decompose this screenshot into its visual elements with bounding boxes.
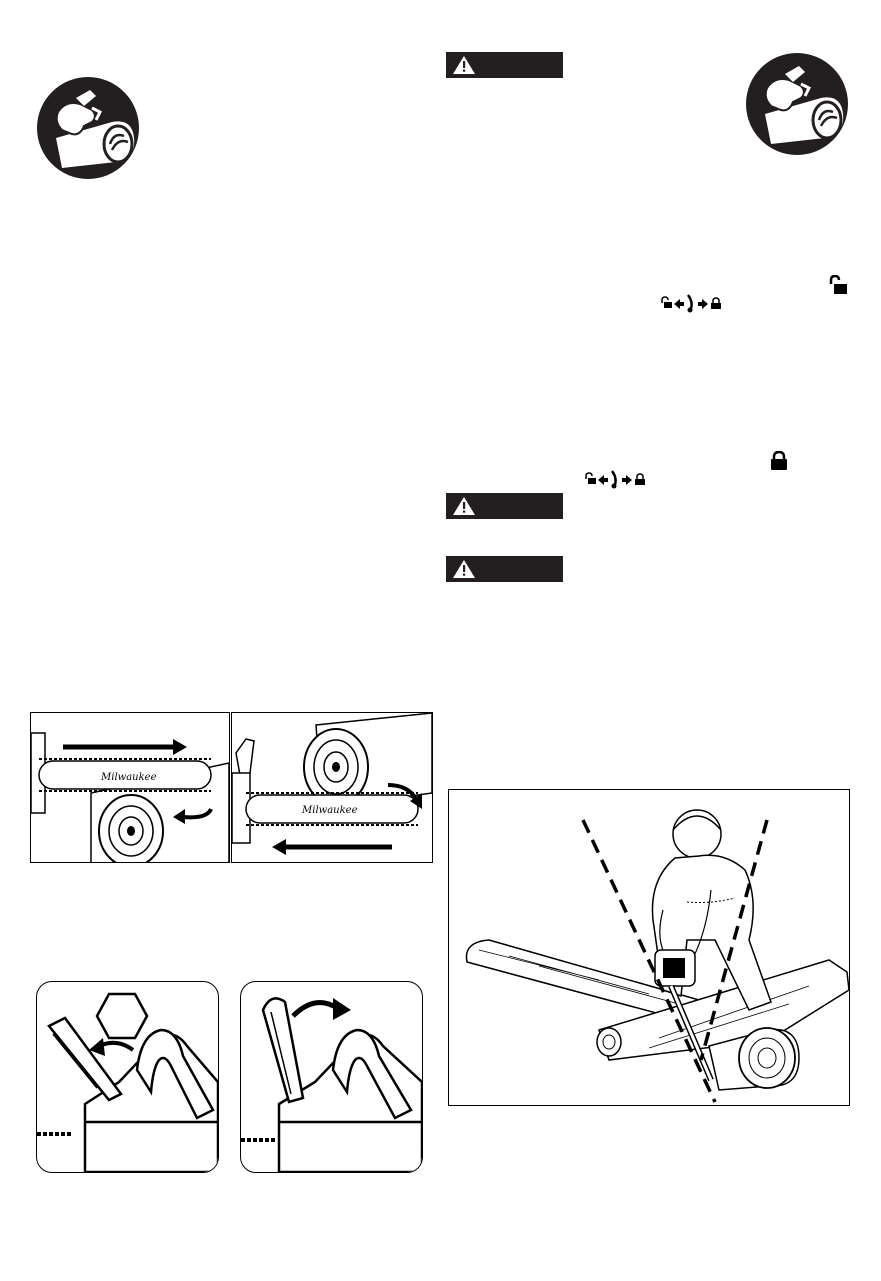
lock-switch-sequence-icon — [660, 293, 724, 313]
chain-brake-engage-figure — [240, 981, 423, 1173]
lock-padlock-icon — [770, 451, 788, 471]
warning-banner — [446, 556, 563, 582]
warning-triangle-icon — [452, 55, 476, 75]
warning-banner — [446, 493, 563, 519]
chain-brake-disengage-figure — [36, 981, 219, 1173]
hand-on-log-safety-icon — [745, 52, 849, 156]
hand-on-log-safety-icon — [36, 76, 140, 180]
hexagon-icon — [97, 994, 147, 1038]
unlock-padlock-icon — [828, 275, 848, 295]
warning-banner — [446, 52, 563, 78]
warning-triangle-icon — [452, 496, 476, 516]
svg-text:Milwaukee: Milwaukee — [302, 805, 358, 816]
chainsaw-cut-bottom-figure — [231, 712, 433, 863]
operator-bucking-log-figure — [448, 789, 850, 1106]
warning-triangle-icon — [452, 559, 476, 579]
lock-switch-sequence-icon — [584, 469, 648, 489]
chainsaw-cut-top-figure — [30, 712, 230, 863]
bar-brand-mark: Milwaukee — [101, 772, 157, 783]
